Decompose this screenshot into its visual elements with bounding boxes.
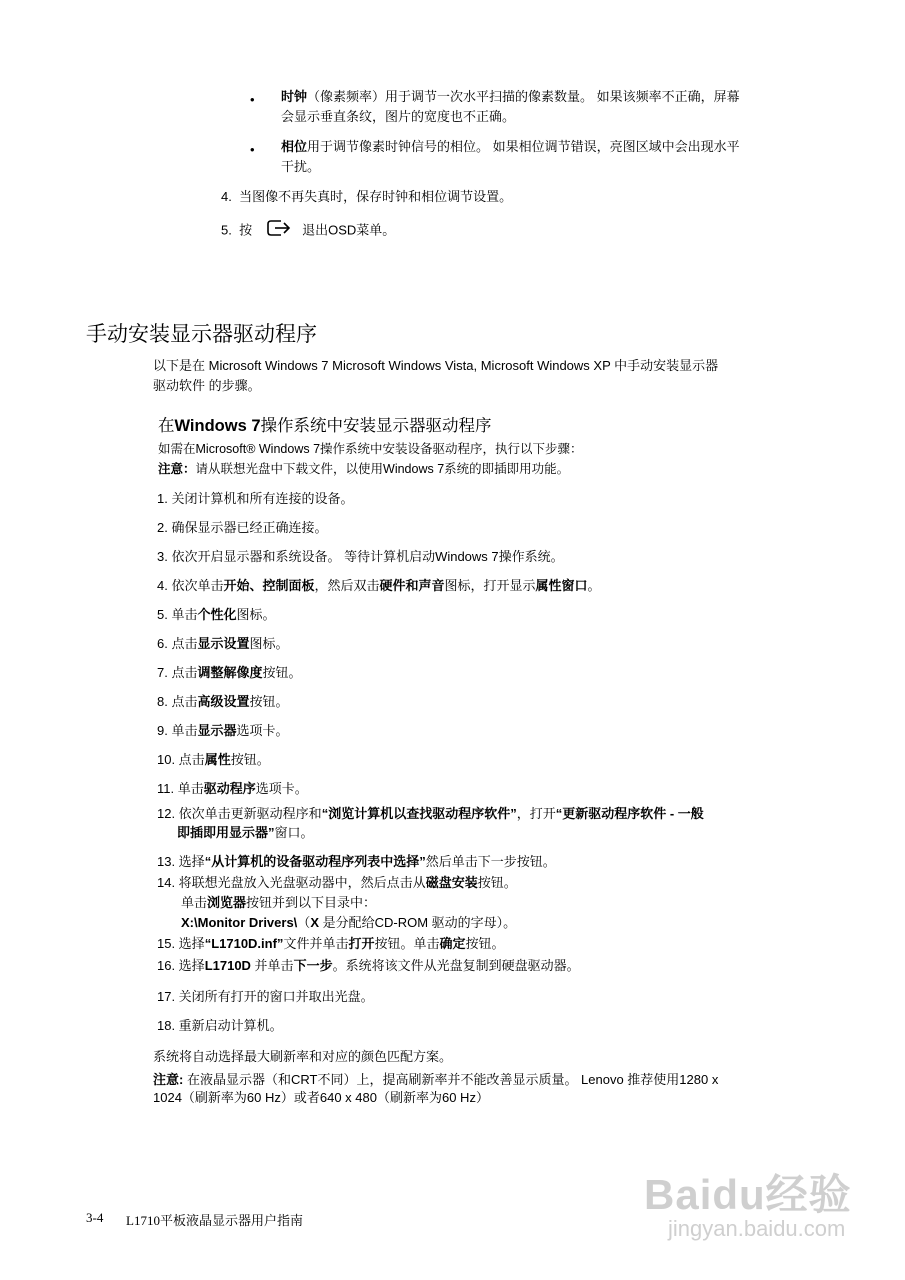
footer-title: L1710平板液晶显示器用户指南 xyxy=(126,1213,303,1228)
subsection-title xyxy=(158,412,492,436)
bold-text: 调整解像度 xyxy=(197,665,263,680)
closing-note-line2: 1024（刷新率为60 Hz）或者640 x 480（刷新率为60 Hz） xyxy=(153,1090,489,1105)
bold-text: 浏览器 xyxy=(207,895,247,910)
bold-text: 驱动程序 xyxy=(203,781,256,796)
text: 16. 选择 xyxy=(157,958,205,973)
bold-text: 即插即用显示器” xyxy=(177,825,275,840)
bullet-phase-line1 xyxy=(281,136,740,157)
text: 图标，打开显示 xyxy=(444,578,536,593)
title-bold: Windows 7 xyxy=(174,417,261,435)
bold-text: 属性 xyxy=(204,752,231,767)
bullet-dot: • xyxy=(250,92,255,107)
step-10 xyxy=(157,749,270,770)
text: 图标。 xyxy=(236,607,276,622)
text: 。系统将该文件从光盘复制到硬盘驱动器。 xyxy=(332,958,580,973)
step-14-sub2 xyxy=(181,912,516,933)
bold-term: 相位 xyxy=(281,139,308,154)
text: 11. 单击 xyxy=(157,781,204,796)
text: 15. 选择 xyxy=(157,936,205,951)
text: 14. 将联想光盘放入光盘驱动器中，然后点击从 xyxy=(157,875,426,890)
step-number: 5. xyxy=(221,222,232,238)
text: 6. 点击 xyxy=(157,636,198,651)
exit-icon xyxy=(266,218,292,244)
text: 12. 依次单击更新驱动程序和 xyxy=(157,806,322,821)
note-text: 在液晶显示器（和CRT不同）上，提高刷新率并不能改善显示质量。 Lenovo 推荐使用1280 x xyxy=(183,1072,719,1087)
text: 按钮并到以下目录中： xyxy=(246,895,377,910)
text: 按钮。 xyxy=(249,694,289,709)
bold-text: “L1710D.inf” xyxy=(204,936,284,951)
note-text: 请从联想光盘中下载文件，以使用Windows 7系统的即插即用功能。 xyxy=(195,462,570,476)
bold-text: “浏览计算机以查找驱动程序软件” xyxy=(321,806,517,821)
bullet-phase-line2: 干扰。 xyxy=(281,159,321,174)
bold-text: 属性窗口 xyxy=(535,578,588,593)
text: 文件并单击 xyxy=(283,936,349,951)
note-label: 注意： xyxy=(158,462,196,476)
step-9 xyxy=(157,720,289,741)
text: 选项卡。 xyxy=(236,723,289,738)
watermark-url: jingyan.baidu.com xyxy=(668,1216,846,1241)
section-intro-line1: 以下是在 Microsoft Windows 7 Microsoft Windows Vista, Microsoft Windows XP 中手动安装显示器 xyxy=(153,358,719,373)
text: 8. 点击 xyxy=(157,694,198,709)
text: ，打开 xyxy=(516,806,556,821)
section-title: 手动安装显示器驱动程序 xyxy=(86,323,317,346)
text: 按钮。单击 xyxy=(374,936,440,951)
text: 。 xyxy=(587,578,601,593)
bold-text: 确定 xyxy=(439,936,466,951)
text: 单击 xyxy=(181,895,208,910)
title-part: 操作系统中安装显示器驱动程序 xyxy=(260,417,492,435)
step-14-sub1 xyxy=(181,892,376,913)
bullet-clock-line2: 会显示垂直条纹，图片的宽度也不正确。 xyxy=(281,109,516,124)
bullet-text: 用于调节像素时钟信号的相位。 如果相位调节错误，亮图区域中会出现水平 xyxy=(307,139,740,154)
bold-text: “从计算机的设备驱动程序列表中选择” xyxy=(204,854,426,869)
bold-text: 磁盘安装 xyxy=(425,875,478,890)
step-14 xyxy=(157,872,517,893)
step-2: 2. 确保显示器已经正确连接。 xyxy=(157,520,328,535)
step-12-line1 xyxy=(157,803,704,824)
bold-text: L1710D xyxy=(204,958,251,973)
bold-text: 打开 xyxy=(348,936,375,951)
text: 然后单击下一步按钮。 xyxy=(425,854,556,869)
text: 10. 点击 xyxy=(157,752,205,767)
bold-text: 硬件和声音 xyxy=(379,578,445,593)
bold-text: 个性化 xyxy=(197,607,237,622)
step-7 xyxy=(157,662,302,683)
bold-text: 开始、控制面板 xyxy=(223,578,315,593)
step-17: 17. 关闭所有打开的窗口并取出光盘。 xyxy=(157,989,374,1004)
text: 9. 单击 xyxy=(157,723,198,738)
text: 按钮。 xyxy=(262,665,302,680)
step-4 xyxy=(157,575,601,596)
note-label: 注意: xyxy=(153,1072,184,1087)
subsection-line1: 如需在Microsoft® Windows 7操作系统中安装设备驱动程序，执行以下步骤： xyxy=(158,442,583,456)
subsection-note xyxy=(158,459,569,480)
text: 按钮。 xyxy=(465,936,505,951)
step-11 xyxy=(157,778,308,799)
page-number: 3-4 xyxy=(86,1210,104,1225)
bullet-clock-line1 xyxy=(281,86,740,107)
text: 按钮。 xyxy=(230,752,270,767)
step-1: 1. 关闭计算机和所有连接的设备。 xyxy=(157,491,354,506)
intro-step-5 xyxy=(221,218,395,244)
bold-text: 显示器 xyxy=(197,723,237,738)
text: （ xyxy=(297,915,311,930)
bold-text: 高级设置 xyxy=(197,694,250,709)
bold-text: X xyxy=(310,915,319,930)
step-8 xyxy=(157,691,289,712)
bold-text: “更新驱动程序软件 - 一般 xyxy=(555,806,704,821)
step-12-line2 xyxy=(177,822,314,843)
closing-line1: 系统将自动选择最大刷新率和对应的颜色匹配方案。 xyxy=(153,1049,453,1064)
bold-text: 下一步 xyxy=(293,958,333,973)
text: 选项卡。 xyxy=(255,781,308,796)
text: 13. 选择 xyxy=(157,854,205,869)
step-6 xyxy=(157,633,289,654)
text: 7. 点击 xyxy=(157,665,198,680)
step-text: 按 xyxy=(239,222,253,238)
watermark-logo: Baidu经验 xyxy=(644,1171,852,1218)
bold-text: X:\Monitor Drivers\ xyxy=(181,915,298,930)
step-text: 当图像不再失真时，保存时钟和相位调节设置。 xyxy=(239,189,513,204)
step-18: 18. 重新启动计算机。 xyxy=(157,1018,283,1033)
text: 图标。 xyxy=(249,636,289,651)
text: ，然后双击 xyxy=(314,578,380,593)
intro-step-4 xyxy=(221,186,512,207)
step-16 xyxy=(157,955,580,976)
step-15 xyxy=(157,933,505,954)
text: 并单击 xyxy=(250,958,294,973)
text: 窗口。 xyxy=(274,825,314,840)
step-3: 3. 依次开启显示器和系统设备。 等待计算机启动Windows 7操作系统。 xyxy=(157,549,564,564)
text: 按钮。 xyxy=(477,875,517,890)
bullet-text: （像素频率）用于调节一次水平扫描的像素数量。 如果该频率不正确，屏幕 xyxy=(307,89,740,104)
text: 是分配给CD-ROM 驱动的字母）。 xyxy=(318,915,517,930)
step-13 xyxy=(157,851,556,872)
step-number: 4. xyxy=(221,189,232,204)
step-text: 退出OSD菜单。 xyxy=(302,222,396,238)
step-5 xyxy=(157,604,276,625)
bold-text: 显示设置 xyxy=(197,636,250,651)
section-intro-line2: 驱动软件 的步骤。 xyxy=(153,378,261,393)
bold-term: 时钟 xyxy=(281,89,308,104)
text: 5. 单击 xyxy=(157,607,198,622)
title-part: 在 xyxy=(158,417,175,435)
bullet-dot: • xyxy=(250,142,255,157)
text: 4. 依次单击 xyxy=(157,578,224,593)
